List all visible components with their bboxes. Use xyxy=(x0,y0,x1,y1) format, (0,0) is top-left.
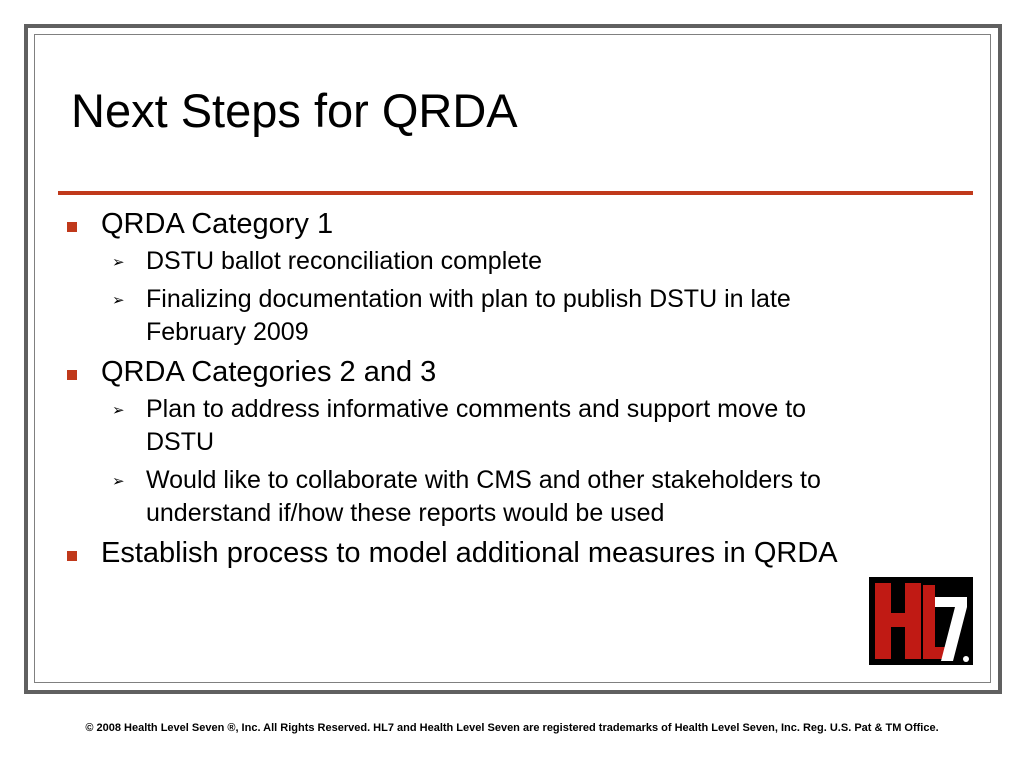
bullet-item xyxy=(60,206,880,243)
sub-bullet-item xyxy=(60,393,880,459)
bullet-item xyxy=(60,354,880,391)
hl7-logo-mark xyxy=(869,577,973,665)
arrowhead-bullet-icon: ➢ xyxy=(112,254,125,271)
square-bullet-icon xyxy=(67,370,77,380)
sub-bullet-item xyxy=(60,283,880,349)
title-divider xyxy=(58,191,973,195)
bullet-item xyxy=(60,535,880,572)
arrowhead-bullet-icon: ➢ xyxy=(112,473,125,490)
copyright-footer: © 2008 Health Level Seven ®, Inc. All Rights Reserved. HL7 and Health Level Seven are registered trademarks of Health Level Seven, Inc. Reg. U.S. Pat & TM Office. xyxy=(85,722,939,734)
sub-bullet-text: Finalizing documentation with plan to publish DSTU in late February 2009 xyxy=(146,285,791,346)
arrowhead-bullet-icon: ➢ xyxy=(112,292,125,309)
bullet-list xyxy=(60,206,880,574)
square-bullet-icon xyxy=(67,551,77,561)
bullet-text: Establish process to model additional measures in QRDA xyxy=(101,537,838,569)
square-bullet-icon xyxy=(67,222,77,232)
sub-bullet-text: Plan to address informative comments and support move to DSTU xyxy=(146,395,807,456)
bullet-text: QRDA Categories 2 and 3 xyxy=(101,356,437,388)
bullet-text: QRDA Category 1 xyxy=(101,208,334,240)
sub-bullet-item xyxy=(60,245,880,278)
slide-title: Next Steps for QRDA xyxy=(71,84,518,137)
sub-bullet-item xyxy=(60,464,880,530)
arrowhead-bullet-icon: ➢ xyxy=(112,402,125,419)
sub-bullet-text: DSTU ballot reconciliation complete xyxy=(146,247,543,275)
sub-bullet-text: Would like to collaborate with CMS and other stakeholders to understand if/how these reports would be used xyxy=(146,466,821,527)
hl7-logo xyxy=(869,577,973,665)
